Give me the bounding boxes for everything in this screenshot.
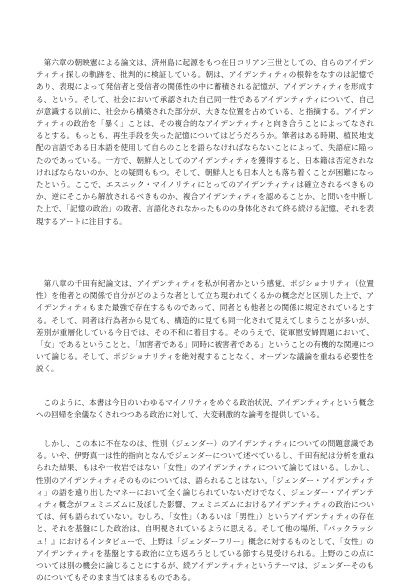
paragraph-critique: しかし、この本に不在なのは、性別（ジェンダー）のアイデンティティについての問題意識である。いや、伊野真一は性的指向となんでジェンダーについて述べているし、千田有紀は分析を重ねられた結果、もはや一枚岩ではない「女性」のアイデンティティについて論じてはいる。しかし、性別のアイデンティティそのものについては、語られることはない。「ジェンダー・アイデンティティ」の語を遠り出したマネーにおいて全く論じられていないだけでなく、ジェンダー・アイデンティティ概念がフェミニズムに及ぼした影響、フェミニズムにおけるアイデンティティの政治については、何も語られていない。むしろ、「女性」（あるいは「男性」）というアイデンティティの存在と、それを基盤にした政治は、自明視されているように思える。そして他の場所、『バックラッシュ！』におけるインタビューで、上野は「ジェンダーフリー」概念に対するものとして、「女性」のアイデンティティを基盤とする政治に立ち返ろうとしている節すら見受けられる。上野のこの点については別の機会に論じることにするが、続アイデンティティというテーマは、ジェンダーそのものについてもそのまま当てはまるものである。 [36,439,374,583]
paragraph-chapter-six-review: 第六章の朝映憲による論文は、済州島に起源をもつ在日コリアン三世としての、自らのアイデンティティ探しの軌跡を、批判的に検証している。朝は、アイデンティティの根幹をなすのは記憶であり、表現によって発信者と受信者の関係性の中に蓄積される記憶が、アイデンティティを形成する、という。そして、社会において承認された自己同一性であるアイデンティティについて、自己が意識する以前に、社会から構築された部分が、大きな位置を占めている、と指摘する。アイデンティティの政治を「暴く」ことは、その複合的なアイデンティティと向き合うことによってなされるとする。もっとも、再生手段を失った記憶についてはどうだろうか。筆者はある時期、植民地支配の言語である日本語を使用して自らのことを語らなければならないことによって、失語症に陥ったのであっている。一方で、朝鮮人としてのアイデンティティを獲得すると、日本籍は否定されなければならないのか、との疑問ももつ。そして、朝鮮人とも日本人とも落ち着くことが困難になったという。ここで、エスニック・マイノリティにとってのアイデンティティは確立されるべきものか、逆にそこから解放されるべきものか、複合アイデンティティを認めることか、と問いを中断した上で、「記憶の政治」の敗者、言語化されなかったものの身体化されて終る続ける記憶、それを表現するアートに注目する。 [36,58,374,226]
paragraph-chapter-eight-review: 第八章の千田有紀論文は、アイデンティティを私が何者かという感覚、ポジショナリティ（位置性）を他者との関係で自分がどのような者として立ち現われてくるかの概念だと区別した上で、アイデンティティもまた最強で存在するものであって、同者とも他者との関係に規定されているとする。そして、同者は行為者から見ても、構造的に見ても同一化されて見えてしまうことが多いが、差別が重層化している今日では、その不和に着目する。そのうえで、従軍慰安婦問題において、「女」であるということと、「加害者である」同時に被害者である」ということの有機的な関連について論じる。そして、ポジショナリティを絶対視することなく、オープンな議論を重ねる必要性を説く。 [36,279,374,374]
paragraph-summary: このように、本書は今日のいわゆるマイノリティをめぐる政治状況、アイデンティティという概念への回帰を余儀なくされつつある政治に対して、大変刺激的な論考を提供している。 [36,398,374,420]
